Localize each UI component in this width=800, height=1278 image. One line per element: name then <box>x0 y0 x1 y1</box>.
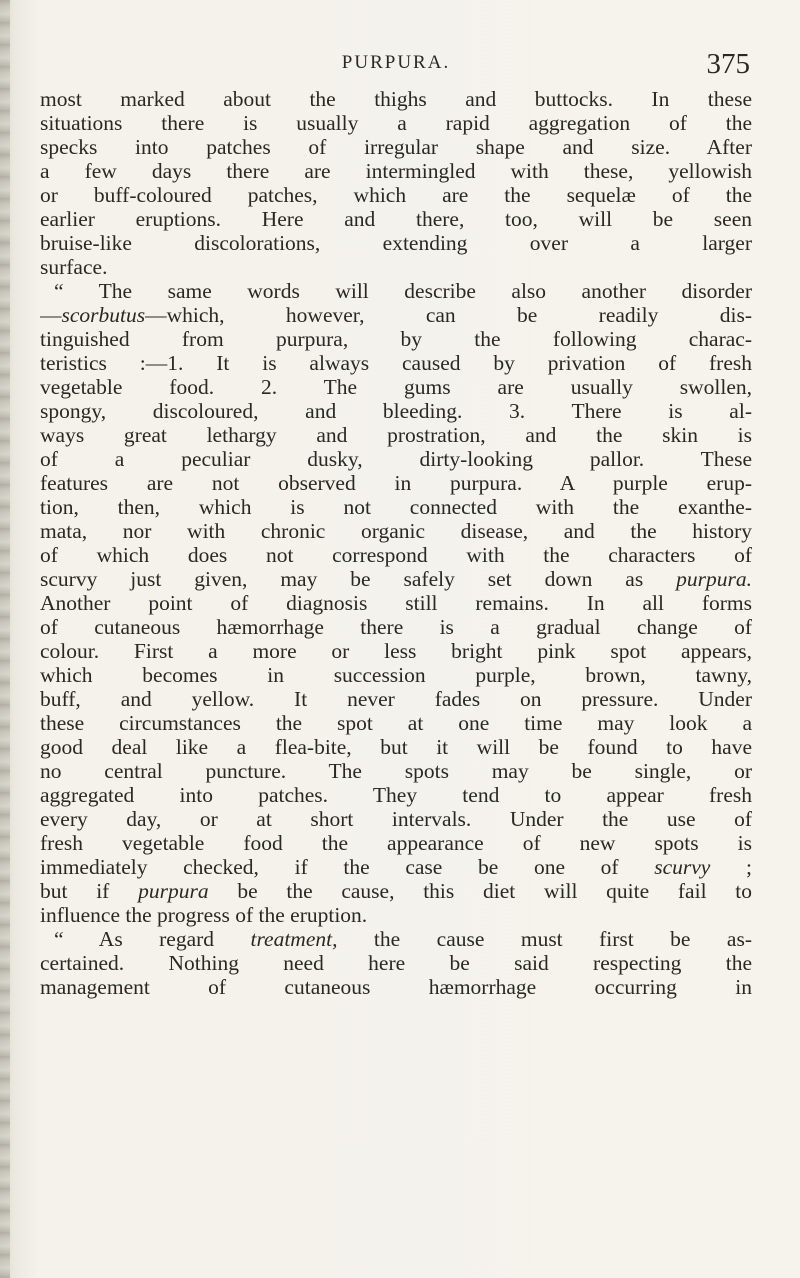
text-line: buff, and yellow. It never fades on pressure. Under <box>40 687 752 711</box>
text-line: a few days there are intermingled with these, yellowish <box>40 159 752 183</box>
text-line: of cutaneous hæmorrhage there is a gradual change of <box>40 615 752 639</box>
text-line: spongy, discoloured, and bleeding. 3. There is al- <box>40 399 752 423</box>
body-text <box>40 87 752 999</box>
text-line: “ As regard treatment, the cause must first be as- <box>54 927 752 951</box>
text-line: features are not observed in purpura. A purple erup- <box>40 471 752 495</box>
text-line: most marked about the thighs and buttocks. In these <box>40 87 752 111</box>
text-line: fresh vegetable food the appearance of new spots is <box>40 831 752 855</box>
text-line: or buff-coloured patches, which are the sequelæ of the <box>40 183 752 207</box>
text-line: tion, then, which is not connected with the exanthe- <box>40 495 752 519</box>
text-line: situations there is usually a rapid aggregation of the <box>40 111 752 135</box>
text-line: tinguished from purpura, by the following charac- <box>40 327 752 351</box>
text-line: mata, nor with chronic organic disease, and the history <box>40 519 752 543</box>
text-line: no central puncture. The spots may be single, or <box>40 759 752 783</box>
page-number: 375 <box>706 48 750 80</box>
text-line: of which does not correspond with the characters of <box>40 543 752 567</box>
text-line: every day, or at short intervals. Under the use of <box>40 807 752 831</box>
text-line: teristics :—1. It is always caused by privation of fresh <box>40 351 752 375</box>
text-line: influence the progress of the eruption. <box>40 903 368 927</box>
text-line: surface. <box>40 255 108 279</box>
text-line: aggregated into patches. They tend to appear fresh <box>40 783 752 807</box>
text-line: earlier eruptions. Here and there, too, will be seen <box>40 207 752 231</box>
text-line: certained. Nothing need here be said respecting the <box>40 951 752 975</box>
page-header <box>40 48 752 82</box>
running-title: PURPURA. <box>341 52 451 73</box>
text-line: bruise-like discolorations, extending over a larger <box>40 231 752 255</box>
text-line: Another point of diagnosis still remains. In all forms <box>40 591 752 615</box>
text-line: which becomes in succession purple, brown, tawny, <box>40 663 752 687</box>
text-line: management of cutaneous hæmorrhage occurring in <box>40 975 752 999</box>
text-line: these circumstances the spot at one time may look a <box>40 711 752 735</box>
text-line: “ The same words will describe also another disorder <box>54 279 752 303</box>
text-line: colour. First a more or less bright pink spot appears, <box>40 639 752 663</box>
text-line: —scorbutus—which, however, can be readily dis- <box>40 303 752 327</box>
text-line: scurvy just given, may be safely set down as purpura. <box>40 567 752 591</box>
text-line: vegetable food. 2. The gums are usually swollen, <box>40 375 752 399</box>
text-line: immediately checked, if the case be one of scurvy ; <box>40 855 752 879</box>
page-gutter-shadow <box>0 0 10 1278</box>
text-line: ways great lethargy and prostration, and the skin is <box>40 423 752 447</box>
text-line: but if purpura be the cause, this diet will quite fail to <box>40 879 752 903</box>
text-line: specks into patches of irregular shape and size. After <box>40 135 752 159</box>
text-line: good deal like a flea-bite, but it will be found to have <box>40 735 752 759</box>
text-line: of a peculiar dusky, dirty-looking pallor. These <box>40 447 752 471</box>
